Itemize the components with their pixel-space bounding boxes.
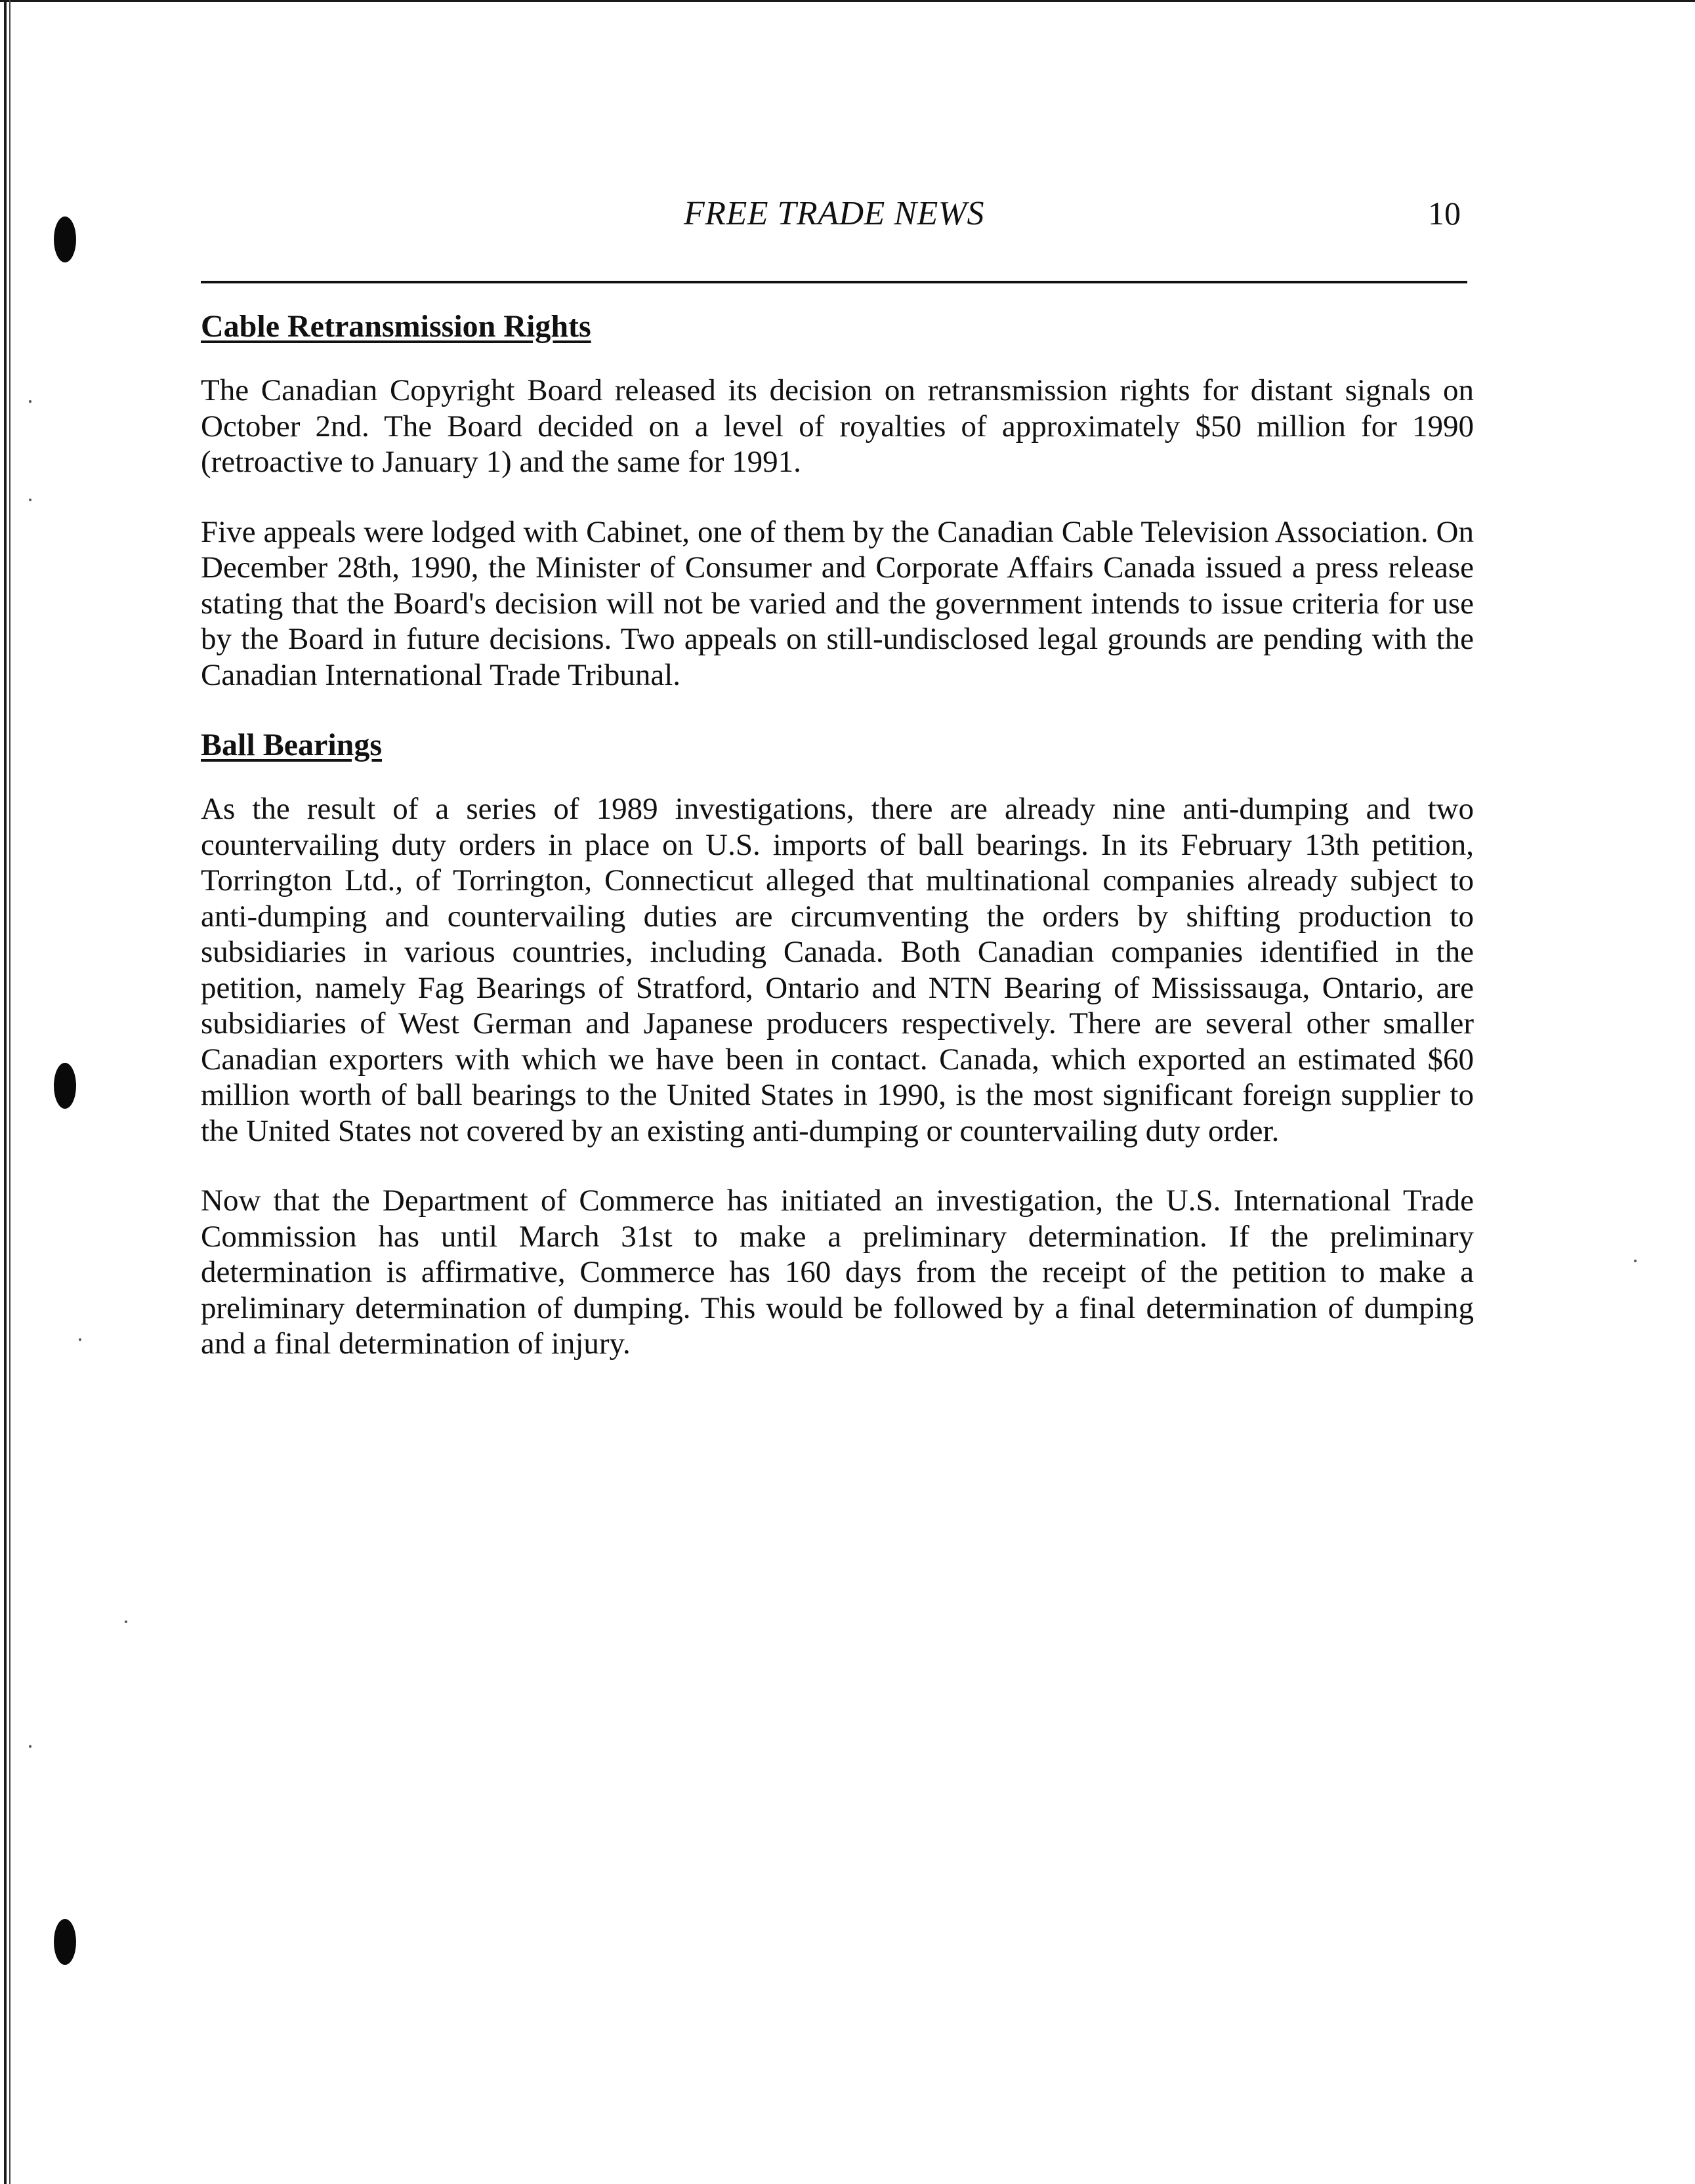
header-rule [201, 281, 1467, 283]
punch-hole-top [54, 216, 76, 262]
paragraph: Now that the Department of Commerce has initiated an investigation, the U.S. International Trade Commission has until March 31st to make a preliminary determination. If the preliminary determination is affirmative, Commerce has 160 days from the receipt of the petition to make a preliminary determination of dumping. This would be followed by a final determination of dumping and a final determination of injury. [201, 1184, 1474, 1361]
scan-speck [79, 1338, 81, 1341]
page-header [201, 194, 1467, 234]
scan-speck [29, 499, 31, 501]
paragraph: As the result of a series of 1989 investigations, there are already nine anti-dumping and two countervailing duty orders in place on U.S. imports of ball bearings. In its February 13th petition, Torrington Ltd., of Torrington, Connecticut alleged that multinational companies already subject to anti-dumping and countervailing duties are circumventing the orders by shifting production to subsidiaries in various countries, including Canada. Both Canadian companies identified in the petition, namely Fag Bearings of Stratford, Ontario and NTN Bearing of Mississauga, Ontario, are subsidiaries of West German and Japanese producers respectively. There are several other smaller Canadian exporters with which we have been in contact. Canada, which exported an estimated $60 million worth of ball bearings to the United States in 1990, is the most significant foreign supplier to the United States not covered by an existing anti-dumping or countervailing duty order. [201, 792, 1474, 1148]
page-number: 10 [1428, 195, 1461, 232]
article-body [201, 308, 1474, 1396]
punch-hole-bottom [54, 1919, 76, 1965]
scan-speck [125, 1620, 127, 1623]
scan-left-edge-inner [9, 0, 10, 2184]
scan-speck [29, 400, 31, 403]
section-ball-bearings [201, 727, 1474, 1362]
newsletter-title: FREE TRADE NEWS [683, 195, 985, 232]
scan-left-edge [4, 0, 7, 2184]
section-title: Cable Retransmission Rights [201, 309, 591, 344]
scan-top-edge [0, 0, 1695, 2]
section-title: Ball Bearings [201, 728, 383, 762]
scan-speck [29, 1745, 31, 1748]
paragraph: The Canadian Copyright Board released its decision on retransmission rights for distant signals on October 2nd. The Board decided on a level of royalties of approximately $50 million for 1990 (retroactive to January 1) and the same for 1991. [201, 373, 1474, 479]
section-cable-retransmission [201, 308, 1474, 693]
punch-hole-middle [54, 1063, 76, 1109]
scan-speck [1634, 1260, 1637, 1262]
paragraph: Five appeals were lodged with Cabinet, one of them by the Canadian Cable Television Association. On December 28th, 1990, the Minister of Consumer and Corporate Affairs Canada issued a press release stating that the Board's decision will not be varied and the government intends to issue criteria for use by the Board in future decisions. Two appeals on still-undisclosed legal grounds are pending with the Canadian International Trade Tribunal. [201, 514, 1474, 692]
